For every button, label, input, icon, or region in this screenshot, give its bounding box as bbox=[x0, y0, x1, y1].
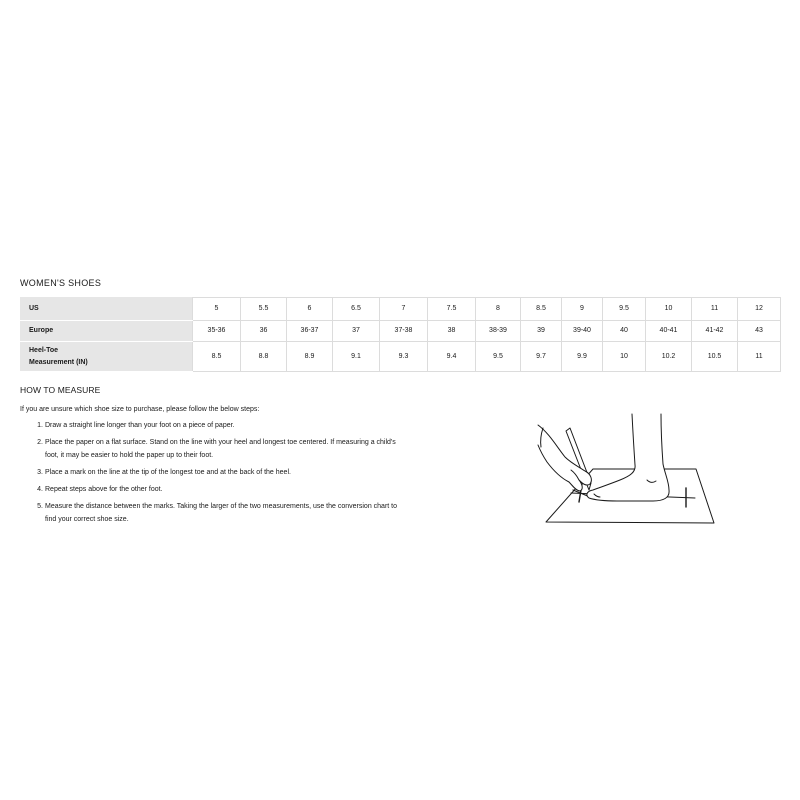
us-size-cell: 9.5 bbox=[603, 298, 646, 321]
europe-size-cell: 43 bbox=[738, 321, 781, 342]
heel-toe-cell: 9.7 bbox=[521, 342, 562, 372]
europe-size-cell: 37-38 bbox=[380, 321, 428, 342]
step-text: Repeat steps above for the other foot. bbox=[45, 486, 163, 493]
us-size-cell: 5 bbox=[193, 298, 241, 321]
us-size-cell: 12 bbox=[738, 298, 781, 321]
list-item bbox=[35, 419, 505, 432]
step-number: 5. bbox=[37, 503, 43, 510]
europe-size-cell: 41-42 bbox=[692, 321, 738, 342]
us-size-cell: 6.5 bbox=[333, 298, 380, 321]
list-item bbox=[35, 500, 505, 526]
list-item bbox=[35, 436, 505, 462]
heel-toe-cell: 9.3 bbox=[380, 342, 428, 372]
list-item bbox=[35, 466, 505, 479]
europe-size-cell: 36 bbox=[241, 321, 287, 342]
step-number: 1. bbox=[37, 422, 43, 429]
step-number: 4. bbox=[37, 486, 43, 493]
size-row-heel-toe bbox=[21, 342, 781, 372]
heel-toe-cell: 8.9 bbox=[287, 342, 333, 372]
foot-measuring-illustration-icon bbox=[535, 410, 725, 535]
heel-toe-cell: 9.5 bbox=[476, 342, 521, 372]
step-number: 3. bbox=[37, 469, 43, 476]
page-title: WOMEN'S SHOES bbox=[20, 278, 102, 288]
us-size-cell: 5.5 bbox=[241, 298, 287, 321]
heel-toe-cell: 8.5 bbox=[193, 342, 241, 372]
how-to-measure-intro: If you are unsure which shoe size to purchase, please follow the below steps: bbox=[20, 406, 260, 413]
step-text: Draw a straight line longer than your foot on a piece of paper. bbox=[45, 422, 235, 429]
heel-toe-cell: 10.5 bbox=[692, 342, 738, 372]
size-row-us bbox=[21, 298, 781, 321]
how-to-measure-heading: HOW TO MEASURE bbox=[20, 385, 101, 395]
europe-size-cell: 39 bbox=[521, 321, 562, 342]
heel-toe-cell: 9.1 bbox=[333, 342, 380, 372]
europe-size-cell: 40 bbox=[603, 321, 646, 342]
heel-toe-cell: 10 bbox=[603, 342, 646, 372]
europe-size-cell: 37 bbox=[333, 321, 380, 342]
step-number: 2. bbox=[37, 439, 43, 446]
row-label-us: US bbox=[21, 298, 193, 321]
us-size-cell: 8.5 bbox=[521, 298, 562, 321]
us-size-cell: 9 bbox=[562, 298, 603, 321]
list-item bbox=[35, 483, 505, 496]
step-text: Measure the distance between the marks. Taking the larger of the two measurements, use the conversion chart to find your correct shoe size. bbox=[45, 503, 398, 523]
heel-toe-cell: 10.2 bbox=[646, 342, 692, 372]
measure-steps-list bbox=[35, 419, 505, 530]
europe-size-cell: 39-40 bbox=[562, 321, 603, 342]
us-size-cell: 7 bbox=[380, 298, 428, 321]
heel-toe-cell: 9.9 bbox=[562, 342, 603, 372]
row-label-heel-toe: Heel-Toe Measurement (IN) bbox=[21, 342, 193, 372]
europe-size-cell: 35-36 bbox=[193, 321, 241, 342]
size-conversion-table bbox=[20, 297, 781, 372]
us-size-cell: 11 bbox=[692, 298, 738, 321]
europe-size-cell: 38 bbox=[428, 321, 476, 342]
us-size-cell: 6 bbox=[287, 298, 333, 321]
row-label-europe: Europe bbox=[21, 321, 193, 342]
size-row-europe bbox=[21, 321, 781, 342]
step-text: Place the paper on a flat surface. Stand on the line with your heel and longest toe centered. If measuring a child's foot, it may be easier to hold the paper up to their foot. bbox=[45, 439, 396, 459]
heel-toe-cell: 11 bbox=[738, 342, 781, 372]
foot bbox=[587, 414, 669, 501]
heel-toe-cell: 9.4 bbox=[428, 342, 476, 372]
europe-size-cell: 36-37 bbox=[287, 321, 333, 342]
hand bbox=[538, 425, 591, 491]
us-size-cell: 8 bbox=[476, 298, 521, 321]
europe-size-cell: 40-41 bbox=[646, 321, 692, 342]
step-text: Place a mark on the line at the tip of the longest toe and at the back of the heel. bbox=[45, 469, 291, 476]
us-size-cell: 10 bbox=[646, 298, 692, 321]
heel-toe-cell: 8.8 bbox=[241, 342, 287, 372]
europe-size-cell: 38-39 bbox=[476, 321, 521, 342]
us-size-cell: 7.5 bbox=[428, 298, 476, 321]
